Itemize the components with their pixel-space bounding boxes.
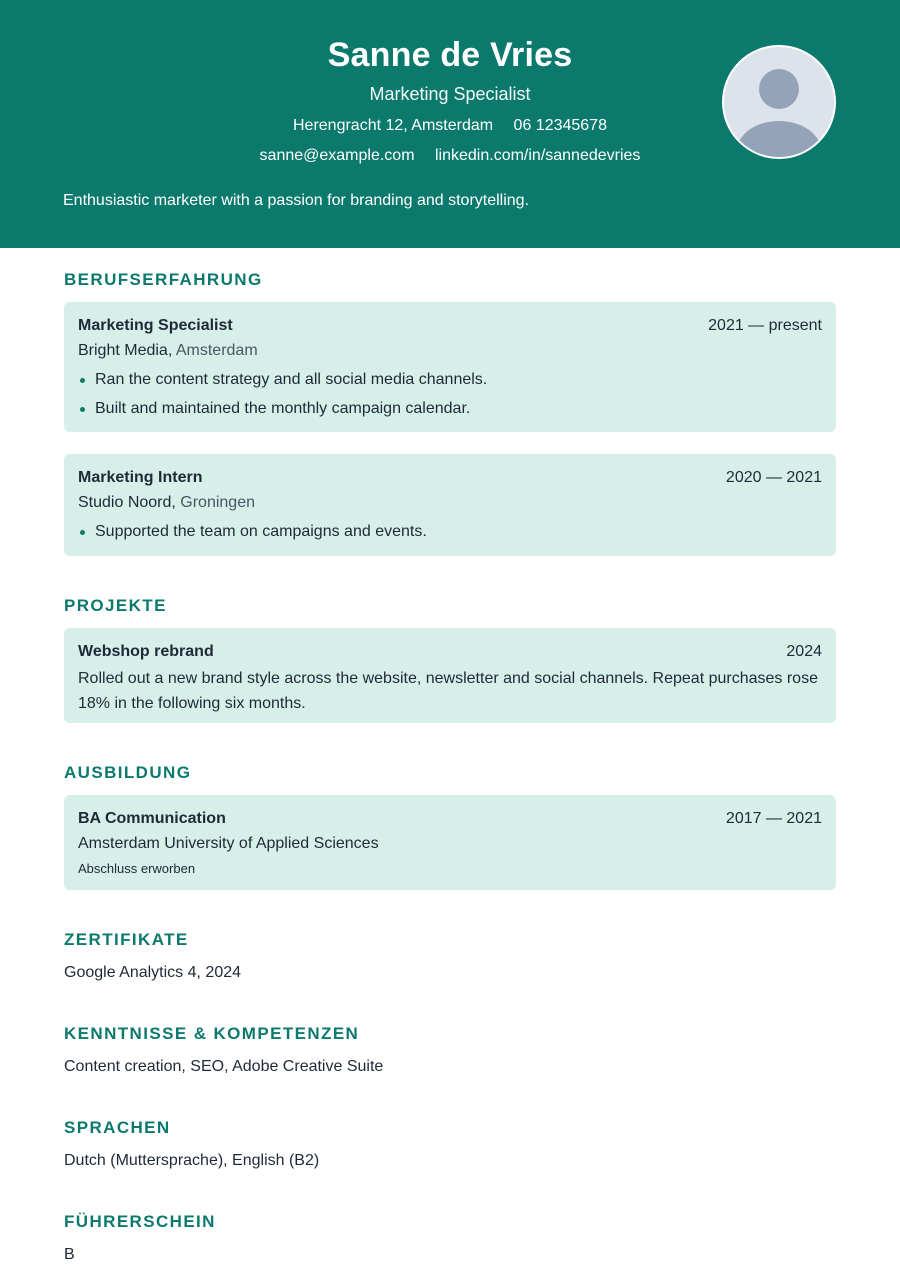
section-title-languages: SPRACHEN bbox=[64, 1118, 171, 1137]
experience-card bbox=[64, 454, 836, 556]
languages-text: Dutch (Muttersprache), English (B2) bbox=[64, 1152, 320, 1169]
education-note: Abschluss erworben bbox=[78, 861, 196, 876]
section-title-projects: PROJEKTE bbox=[64, 596, 167, 615]
education-degree: BA Communication bbox=[78, 810, 226, 827]
education-header bbox=[78, 809, 822, 829]
license-text: B bbox=[64, 1246, 75, 1263]
experience-card bbox=[64, 302, 836, 432]
certificates-text: Google Analytics 4, 2024 bbox=[64, 964, 242, 981]
experience-company: Bright Media, Amsterdam bbox=[78, 342, 258, 359]
address: Herengracht 12, Amsterdam bbox=[293, 117, 494, 134]
user-avatar-icon bbox=[722, 45, 836, 159]
project-description: Rolled out a new brand style across the website, newsletter and social channels. Repeat purchases rose 18% in the following six months. bbox=[78, 670, 818, 712]
list-item: Built and maintained the monthly campaign calendar. bbox=[78, 399, 822, 419]
experience-header bbox=[78, 468, 822, 488]
project-year: 2024 bbox=[786, 643, 822, 660]
experience-position: Marketing Intern bbox=[78, 469, 203, 486]
linkedin: linkedin.com/in/sannedevries bbox=[434, 147, 641, 164]
skills-text: Content creation, SEO, Adobe Creative Suite bbox=[64, 1058, 384, 1075]
experience-position: Marketing Specialist bbox=[78, 317, 233, 334]
job-title: Marketing Specialist bbox=[369, 84, 531, 104]
experience-bullets bbox=[78, 522, 822, 542]
section-title-experience: BERUFSERFAHRUNG bbox=[64, 270, 263, 289]
section-title-certificates: ZERTIFIKATE bbox=[64, 930, 189, 949]
education-dates: 2017 — 2021 bbox=[725, 810, 822, 827]
education-card bbox=[64, 795, 836, 890]
email: sanne@example.com bbox=[259, 147, 415, 164]
project-name: Webshop rebrand bbox=[78, 643, 214, 660]
education-school: Amsterdam University of Applied Sciences bbox=[78, 835, 379, 852]
full-name: Sanne de Vries bbox=[327, 36, 573, 74]
list-item: Supported the team on campaigns and events. bbox=[78, 522, 822, 542]
experience-header bbox=[78, 316, 822, 336]
section-title-skills: KENNTNISSE & KOMPETENZEN bbox=[64, 1024, 360, 1043]
experience-bullets bbox=[78, 370, 822, 419]
experience-company: Studio Noord, Groningen bbox=[78, 494, 255, 511]
experience-dates: 2021 — present bbox=[708, 317, 822, 334]
company-name: Bright Media bbox=[78, 342, 168, 359]
project-header bbox=[78, 642, 822, 662]
resume-body bbox=[0, 269, 900, 1265]
project-card bbox=[64, 628, 836, 723]
list-item: Ran the content strategy and all social media channels. bbox=[78, 370, 822, 390]
experience-dates: 2020 — 2021 bbox=[725, 469, 822, 486]
phone: 06 12345678 bbox=[513, 117, 607, 134]
company-location: Amsterdam bbox=[175, 342, 258, 359]
company-name: Studio Noord bbox=[78, 494, 172, 511]
profile-summary: Enthusiastic marketer with a passion for branding and storytelling. bbox=[63, 192, 530, 209]
section-title-education: AUSBILDUNG bbox=[64, 763, 192, 782]
section-title-license: FÜHRERSCHEIN bbox=[64, 1212, 216, 1231]
company-location: Groningen bbox=[180, 494, 255, 511]
resume-header bbox=[0, 0, 900, 248]
